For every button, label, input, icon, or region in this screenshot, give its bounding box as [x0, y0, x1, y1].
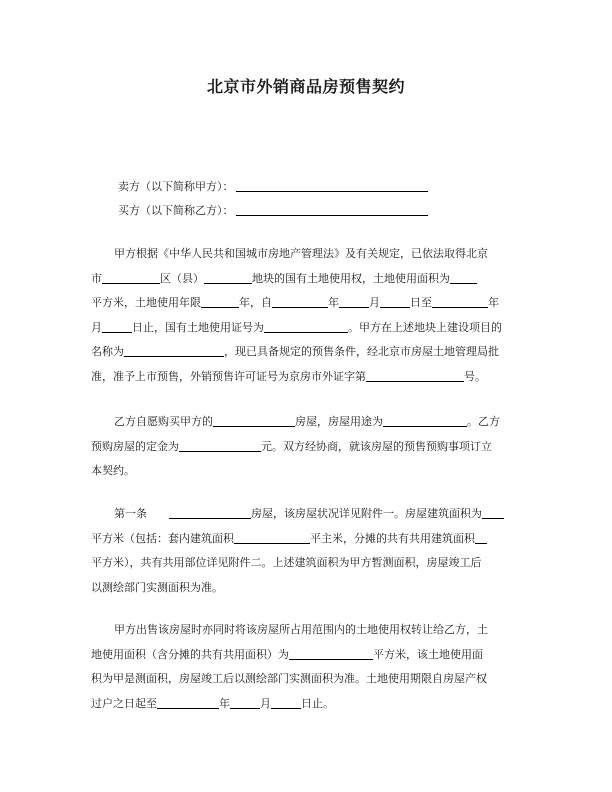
start-month-blank[interactable]	[339, 295, 369, 308]
text: 平方米），共有共用部位详见附件二。上述建筑面积为甲方暂测面积，房屋竣工后	[91, 556, 482, 569]
text: 乙方自愿购买甲方的	[114, 415, 213, 428]
transfer-land-area-blank[interactable]	[289, 647, 373, 660]
text: 名称为	[91, 345, 124, 358]
end-month-blank[interactable]	[102, 320, 132, 333]
text: 日止。	[301, 696, 334, 710]
project-name-blank[interactable]	[124, 344, 224, 357]
text: 本契约。	[91, 464, 135, 477]
shared-area-blank[interactable]	[475, 531, 487, 544]
paragraph-land-use	[91, 242, 531, 389]
text: 房屋，房屋用途为	[295, 415, 383, 428]
deposit-blank[interactable]	[179, 439, 261, 452]
start-year-blank[interactable]	[272, 295, 328, 308]
buyer-label: 买方（以下简称乙方）：	[118, 204, 234, 217]
text: 准，准予上市预售，外销预售许可证号为京房市外证字第	[91, 369, 366, 383]
district-blank[interactable]	[204, 271, 252, 284]
text: 年	[328, 296, 339, 309]
article1-house-blank[interactable]	[169, 506, 251, 519]
text: 房屋，该房屋状况详见附件一。房屋建筑面积为	[251, 507, 482, 520]
text: 平方米，土地使用年限	[91, 296, 201, 309]
text: 区（县）	[160, 271, 204, 285]
text: 月	[91, 320, 102, 334]
text: 年	[219, 696, 230, 710]
text: 预购房屋的定金为	[91, 439, 179, 453]
text: 年，自	[239, 296, 272, 309]
presale-permit-no-blank[interactable]	[366, 369, 464, 382]
text: 日至	[410, 296, 432, 309]
land-area-blank[interactable]	[450, 271, 477, 284]
building-area-blank[interactable]	[482, 506, 504, 519]
term-end-day-blank[interactable]	[271, 696, 301, 709]
text: 平方米（包括：套内建筑面积	[91, 531, 234, 545]
text: ，现已具备规定的预售条件，经北京市房屋土地管理局批	[224, 345, 499, 358]
house-usage-blank[interactable]	[383, 414, 467, 427]
text: 月	[260, 696, 271, 710]
text: 。乙方	[467, 415, 500, 428]
text: 积为甲是测面积，房屋竣工后以测绘部门实测面积为准。土地使用期限自房屋产权	[91, 672, 487, 685]
city-blank[interactable]	[102, 271, 160, 284]
paragraph-purchase	[91, 410, 531, 484]
buyer-line	[118, 202, 428, 218]
seller-label: 卖方（以下简称甲方）：	[118, 180, 234, 193]
text: 甲方根据《中华人民共和国城市房地产管理法》及有关规定，已依法取得北京	[114, 247, 488, 260]
text: 月	[369, 296, 380, 309]
land-years-blank[interactable]	[201, 295, 239, 308]
seller-name-blank[interactable]	[236, 179, 428, 192]
start-day-blank[interactable]	[380, 295, 410, 308]
text: 甲方出售该房屋时亦同时将该房屋所占用范围内的土地使用权转让给乙方，土	[114, 623, 488, 636]
text: 号。	[464, 369, 486, 383]
term-end-month-blank[interactable]	[230, 696, 260, 709]
paragraph-article-1	[91, 502, 531, 600]
text: 过户之日起至	[91, 696, 157, 710]
text: 日止，国有土地使用证号为	[132, 320, 264, 334]
text: 元。双方经协商，就该房屋的预售预购事项订立	[261, 439, 492, 453]
text: 市	[91, 271, 102, 285]
end-year-blank[interactable]	[432, 295, 488, 308]
interior-area-blank[interactable]	[234, 531, 310, 544]
text: 以测绘部门实测面积为准。	[91, 580, 223, 594]
text: 。甲方在上述地块上建设项目的	[348, 320, 502, 334]
term-end-year-blank[interactable]	[157, 696, 219, 709]
text: 平方米，该土地使用面	[373, 647, 483, 661]
paragraph-land-transfer	[91, 618, 531, 716]
text: 年	[488, 296, 499, 309]
text: 地块的国有土地使用权，土地使用面积为	[252, 271, 450, 285]
text: 平主米，分摊的共有共用建筑面积	[310, 531, 475, 545]
seller-line	[118, 178, 428, 194]
buyer-name-blank[interactable]	[236, 203, 428, 216]
text: 地使用面积（含分摊的共有共用面积）为	[91, 647, 289, 661]
house-blank[interactable]	[213, 414, 295, 427]
document-title: 北京市外销商品房预售契约	[206, 77, 405, 96]
land-cert-no-blank[interactable]	[264, 320, 348, 333]
article-number: 第一条	[114, 507, 147, 520]
